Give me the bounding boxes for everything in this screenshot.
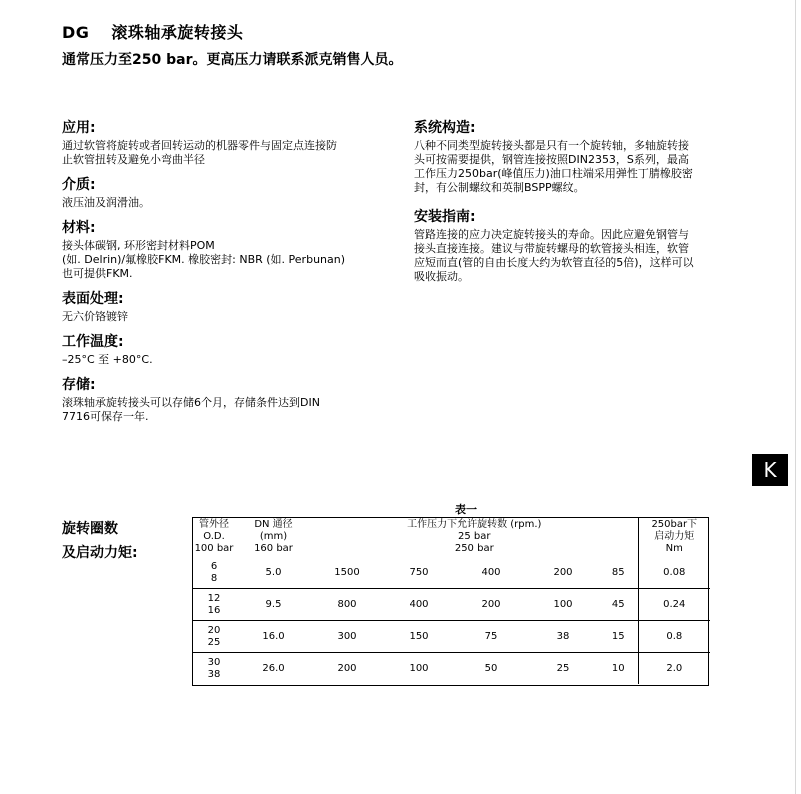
table-header-row xyxy=(192,517,710,557)
section-text: 接头直接连接。建议与带旋转螺母的软管接头相连，软管 xyxy=(414,242,689,255)
cell-speed: 200 xyxy=(337,662,357,674)
section-text: 接头体碳钢, 环形密封材料POM xyxy=(62,239,215,252)
table-row xyxy=(192,589,710,621)
left-column xyxy=(62,118,397,432)
section-heading: 安装指南: xyxy=(414,209,476,225)
cell-speed: 45 xyxy=(599,589,638,621)
section-heading: 材料: xyxy=(62,220,96,236)
section-text: 管路连接的应力决定旋转接头的寿命。因此应避免钢管与 xyxy=(414,228,689,241)
section-working-temperature xyxy=(62,332,397,367)
side-label-line: 及启动力矩: xyxy=(62,545,138,561)
od-value: 20 xyxy=(207,624,221,636)
section-text: 八种不同类型旋转接头都是只有一个旋转轴，多轴旋转接 xyxy=(414,139,689,152)
od-value: 6 xyxy=(210,560,218,572)
product-name: 滚珠轴承旋转接头 xyxy=(111,23,244,42)
table-row xyxy=(192,653,710,685)
header-text: 160 bar xyxy=(254,543,293,554)
cell-dn: 5.0 xyxy=(236,557,311,589)
rotation-torque-table xyxy=(192,517,710,684)
section-heading: 工作温度: xyxy=(62,334,124,350)
right-column xyxy=(414,118,744,296)
section-material xyxy=(62,218,397,281)
page-title xyxy=(62,20,243,43)
section-heading: 应用: xyxy=(62,120,96,136)
section-system-construction xyxy=(414,118,744,195)
od-value: 8 xyxy=(210,572,218,584)
cell-speed: 800 xyxy=(311,589,383,621)
header-torque xyxy=(638,517,710,557)
product-code: DG xyxy=(62,23,90,42)
section-text: 止软管扭转及避免小弯曲半径 xyxy=(62,153,205,166)
section-text: 液压油及润滑油。 xyxy=(62,196,150,209)
cell-speed: 1500 xyxy=(311,557,383,589)
section-text: 吸收振动。 xyxy=(414,270,469,283)
header-text: O.D. xyxy=(203,531,225,542)
section-text: 通过软管将旋转或者回转运动的机器零件与固定点连接防 xyxy=(62,139,337,152)
header-text: 管外径 xyxy=(199,519,229,530)
cell-torque: 0.08 xyxy=(638,557,710,589)
cell-speed: 400 xyxy=(455,557,527,589)
cell-od xyxy=(192,589,236,621)
section-text: 封，有公制螺纹和英制BSPP螺纹。 xyxy=(414,181,585,194)
cell-speed: 200 xyxy=(455,589,527,621)
cell-speed: 38 xyxy=(527,621,599,653)
od-value: 30 xyxy=(207,656,221,668)
header-text: 250bar下 xyxy=(651,519,698,530)
cell-speed: 200 xyxy=(527,557,599,589)
section-tab-k: K xyxy=(752,454,788,486)
header-text: 250 bar xyxy=(454,543,494,554)
table-row xyxy=(192,621,710,653)
cell-od xyxy=(192,557,236,589)
cell-dn: 26.0 xyxy=(262,662,285,674)
cell-speed: 85 xyxy=(599,557,638,589)
section-text: 应短而直(管的自由长度大约为软管直径的5倍)，这样可以 xyxy=(414,256,694,269)
cell-speed: 100 xyxy=(409,662,429,674)
section-text: 也可提供FKM. xyxy=(62,267,133,280)
side-label-line: 旋转圈数 xyxy=(62,521,118,537)
cell-speed: 75 xyxy=(455,621,527,653)
section-medium xyxy=(62,175,397,210)
cell-speed: 750 xyxy=(383,557,455,589)
header-text: 工作压力下允许旋转数 (rpm.) xyxy=(407,519,542,530)
header-text: 25 bar xyxy=(458,531,491,542)
od-value: 38 xyxy=(207,668,221,680)
od-value: 25 xyxy=(207,636,221,648)
cell-od xyxy=(192,653,236,685)
cell-speed: 300 xyxy=(311,621,383,653)
page-edge-rule xyxy=(795,0,796,794)
header-text: DN 通径 xyxy=(254,519,293,530)
section-heading: 介质: xyxy=(62,177,96,193)
section-text: 滚珠轴承旋转接头可以存储6个月，存储条件达到DIN xyxy=(62,396,320,409)
section-text: –25°C 至 +80°C. xyxy=(62,353,153,366)
cell-speed: 10 xyxy=(599,653,638,685)
section-heading: 系统构造: xyxy=(414,120,476,136)
header-speed xyxy=(311,517,638,557)
section-surface-treatment xyxy=(62,289,397,324)
header-od xyxy=(192,517,236,557)
cell-torque: 0.8 xyxy=(638,621,710,653)
section-text: 工作压力250bar(峰值压力)油口柱端采用弹性丁腈橡胶密 xyxy=(414,167,693,180)
cell-torque: 2.0 xyxy=(666,662,683,674)
section-text: 无六价铬镀锌 xyxy=(62,310,128,323)
cell-dn: 9.5 xyxy=(236,589,311,621)
cell-dn: 16.0 xyxy=(236,621,311,653)
page-subtitle: 通常压力至250 bar。更高压力请联系派克销售人员。 xyxy=(62,52,403,68)
section-heading: 表面处理: xyxy=(62,291,124,307)
header-text: 100 bar xyxy=(194,543,234,554)
header-text: (mm) xyxy=(259,531,288,542)
header-text: 启动力矩 xyxy=(654,531,695,542)
section-text: 头可按需要提供，钢管连接按照DIN2353，S系列，最高 xyxy=(414,153,689,166)
section-storage xyxy=(62,375,397,424)
cell-speed: 150 xyxy=(383,621,455,653)
cell-speed: 50 xyxy=(484,662,498,674)
od-value: 16 xyxy=(207,604,221,616)
section-text: 7716可保存一年. xyxy=(62,410,149,423)
cell-od xyxy=(192,621,236,653)
section-installation-guide xyxy=(414,207,744,284)
table-row xyxy=(192,557,710,589)
od-value: 12 xyxy=(207,592,221,604)
cell-speed: 400 xyxy=(383,589,455,621)
header-dn xyxy=(236,517,311,557)
table-caption: 表一 xyxy=(455,503,477,516)
section-heading: 存储: xyxy=(62,377,96,393)
table-side-label xyxy=(62,517,138,565)
section-application xyxy=(62,118,397,167)
cell-speed: 100 xyxy=(527,589,599,621)
cell-speed: 25 xyxy=(556,662,570,674)
header-text: Nm xyxy=(665,543,683,554)
section-text: (如. Delrin)/氟橡胶FKM. 橡胶密封: NBR (如. Perbunan) xyxy=(62,253,346,266)
cell-speed: 15 xyxy=(599,621,638,653)
cell-torque: 0.24 xyxy=(638,589,710,621)
